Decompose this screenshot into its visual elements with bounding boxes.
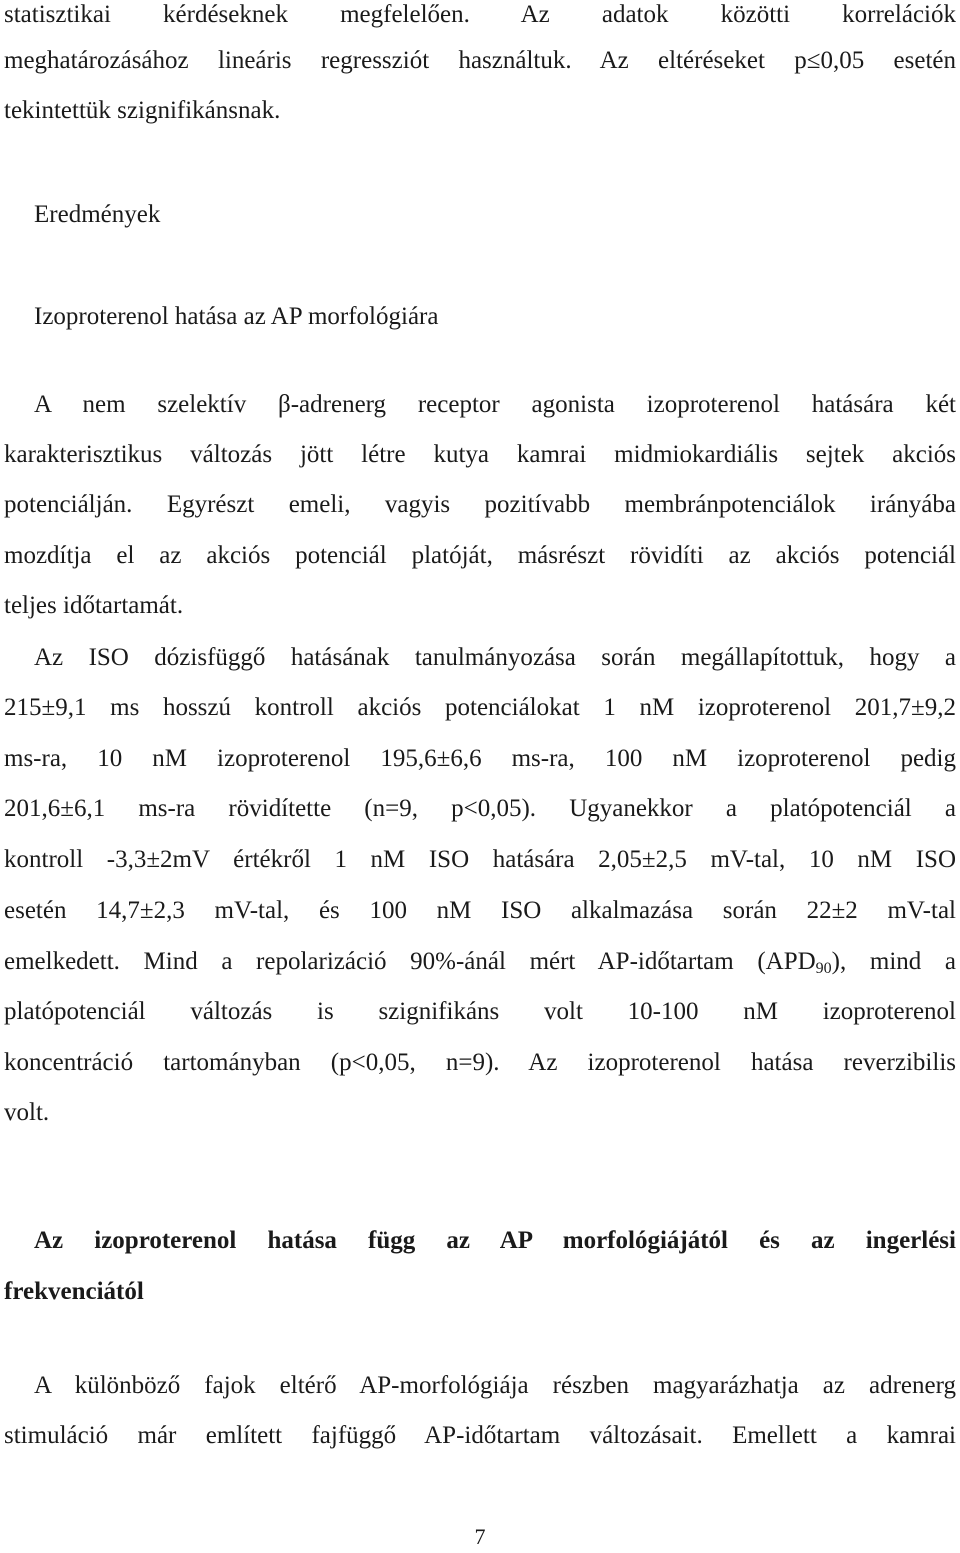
- section-title: Eredmények: [34, 201, 161, 228]
- paragraph-1-line-5: teljes időtartamát.: [4, 592, 184, 619]
- paragraph-2-line-7: [4, 947, 956, 977]
- paragraph-2-line-10: volt.: [4, 1099, 50, 1126]
- paragraph-2-line-6: esetén 14,7±2,3 mV-tal, és 100 nM ISO alkalmazása során 22±2 mV-tal: [4, 897, 956, 924]
- paragraph-3-line-1: A különböző fajok eltérő AP-morfológiája részben magyarázhatja az adrenerg: [34, 1372, 956, 1399]
- paragraph-2-line-3: ms-ra, 10 nM izoproterenol 195,6±6,6 ms-ra, 100 nM izoproterenol pedig: [4, 745, 956, 772]
- paragraph-2-line-7-a: emelkedett. Mind a repolarizáció 90%-ánál mért AP-időtartam (APD: [4, 948, 816, 975]
- paragraph-1-line-4: mozdítja el az akciós potenciál platóját, másrészt rövidíti az akciós potenciál: [4, 542, 956, 569]
- page-number: 7: [474, 1524, 486, 1549]
- paragraph-2-line-4: 201,6±6,1 ms-ra rövidítette (n=9, p<0,05). Ugyanekkor a platópotenciál a: [4, 795, 956, 822]
- apd-subscript: 90: [815, 960, 832, 977]
- paragraph-1-line-2: karakterisztikus változás jött létre kutya kamrai midmiokardiális sejtek akciós: [4, 441, 956, 468]
- subsection-title-2-line-2: frekvenciától: [4, 1278, 144, 1305]
- intro-line-1: statisztikai kérdéseknek megfelelően. Az adatok közötti korrelációk: [4, 1, 956, 28]
- paragraph-2-line-1: Az ISO dózisfüggő hatásának tanulmányozása során megállapítottuk, hogy a: [34, 644, 956, 671]
- paragraph-2-line-9: koncentráció tartományban (p<0,05, n=9). Az izoproterenol hatása reverzibilis: [4, 1049, 956, 1076]
- paragraph-1-line-3: potenciálján. Egyrészt emeli, vagyis pozitívabb membránpotenciálok irányába: [4, 491, 956, 518]
- paragraph-2-line-8: platópotenciál változás is szignifikáns volt 10-100 nM izoproterenol: [4, 998, 956, 1025]
- paragraph-2-line-2: 215±9,1 ms hosszú kontroll akciós potenciálokat 1 nM izoproterenol 201,7±9,2: [4, 694, 956, 721]
- paragraph-1-line-1: A nem szelektív β-adrenerg receptor agonista izoproterenol hatására két: [34, 391, 956, 418]
- paragraph-3-line-2: stimuláció már említett fajfüggő AP-időtartam változásait. Emellett a kamrai: [4, 1422, 956, 1449]
- paragraph-2-line-7-b: ), mind a: [831, 948, 956, 975]
- intro-line-3: tekintettük szignifikánsnak.: [4, 97, 281, 124]
- subsection-title-2-line-1: Az izoproterenol hatása függ az AP morfológiájától és az ingerlési: [34, 1227, 956, 1254]
- paragraph-2-line-5: kontroll -3,3±2mV értékről 1 nM ISO hatására 2,05±2,5 mV-tal, 10 nM ISO: [4, 846, 956, 873]
- intro-line-2: meghatározásához lineáris regressziót használtuk. Az eltéréseket p≤0,05 esetén: [4, 47, 956, 74]
- subsection-title-1: Izoproterenol hatása az AP morfológiára: [34, 303, 439, 330]
